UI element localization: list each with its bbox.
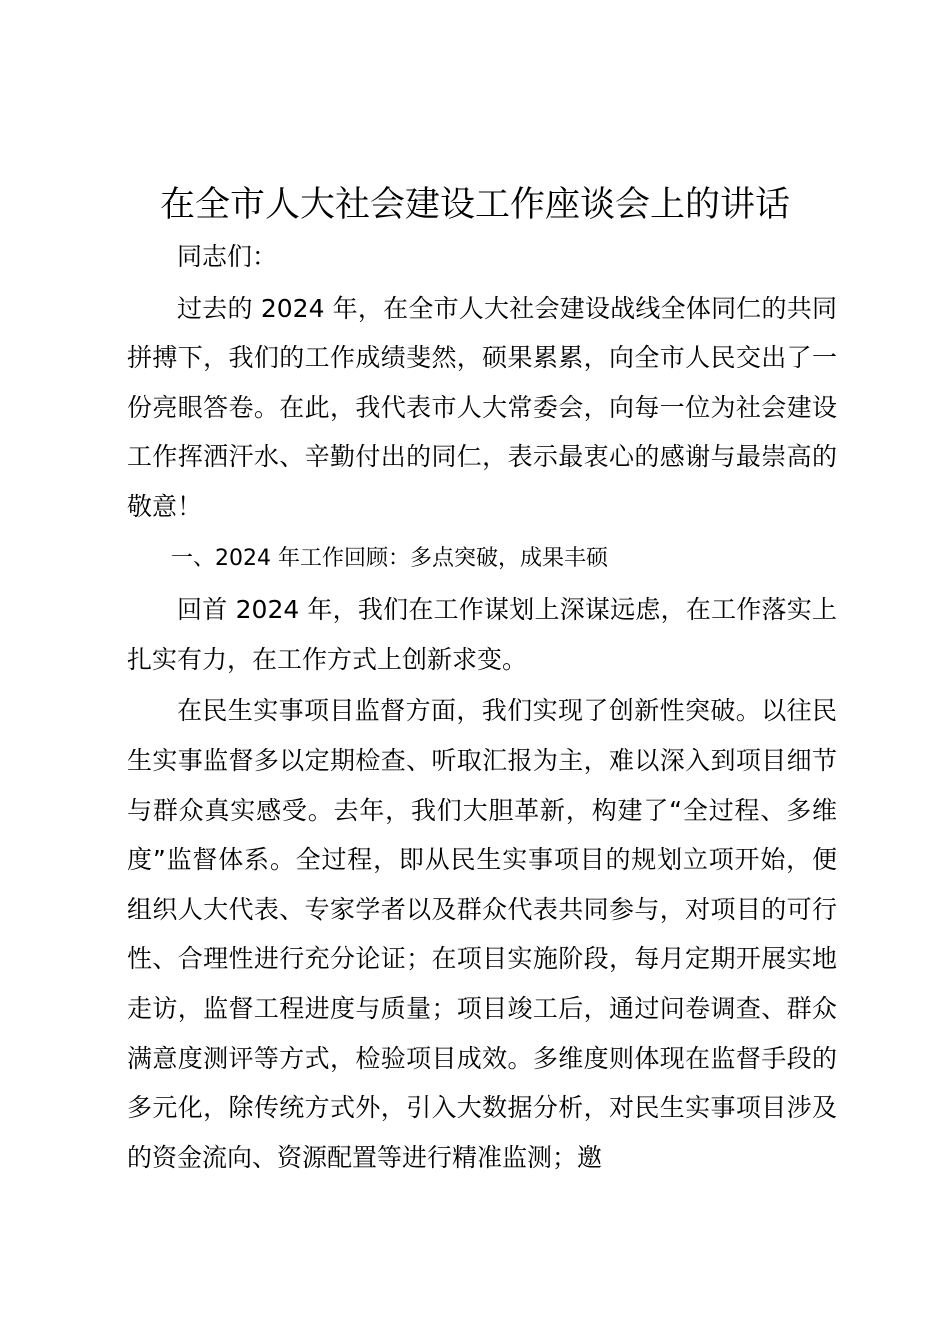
section-heading: 一、2024 年工作回顾：多点突破，成果丰硕: [171, 545, 608, 571]
document-body: [127, 232, 837, 1182]
document-title: 在全市人大社会建设工作座谈会上的讲话: [159, 185, 790, 225]
salutation: 同志们：: [177, 242, 278, 271]
paragraph-supervision: 在民生实事项目监督方面，我们实现了创新性突破。以往民生实事监督多以定期检查、听取汇报为主，难以深入到项目细节与群众真实感受。去年，我们大胆革新，构建了“全过程、多维度”监督体系。全过程，即从民生实事项目的规划立项开始，便组织人大代表、专家学者以及群众代表共同参与，对项目的可行性、合理性进行充分论证；在项目实施阶段，每月定期开展实地走访，监督工程进度与质量；项目竣工后，通过问卷调查、群众满意度测评等方式，检验项目成效。多维度则体现在监督手段的多元化，除传统方式外，引入大数据分析，对民生实事项目涉及的资金流向、资源配置等进行精准监测；邀: [127, 696, 837, 1172]
paragraph-review: 回首 2024 年，我们在工作谋划上深谋远虑，在工作落实上扎实有力，在工作方式上创新求变。: [127, 595, 837, 674]
paragraph-intro: 过去的 2024 年，在全市人大社会建设战线全体同仁的共同拼搏下，我们的工作成绩斐然，硕果累累，向全市人民交出了一份亮眼答卷。在此，我代表市人大常委会，向每一位为社会建设工作挥洒汗水、辛勤付出的同仁，表示最衷心的感谢与最崇高的敬意！: [127, 293, 837, 521]
